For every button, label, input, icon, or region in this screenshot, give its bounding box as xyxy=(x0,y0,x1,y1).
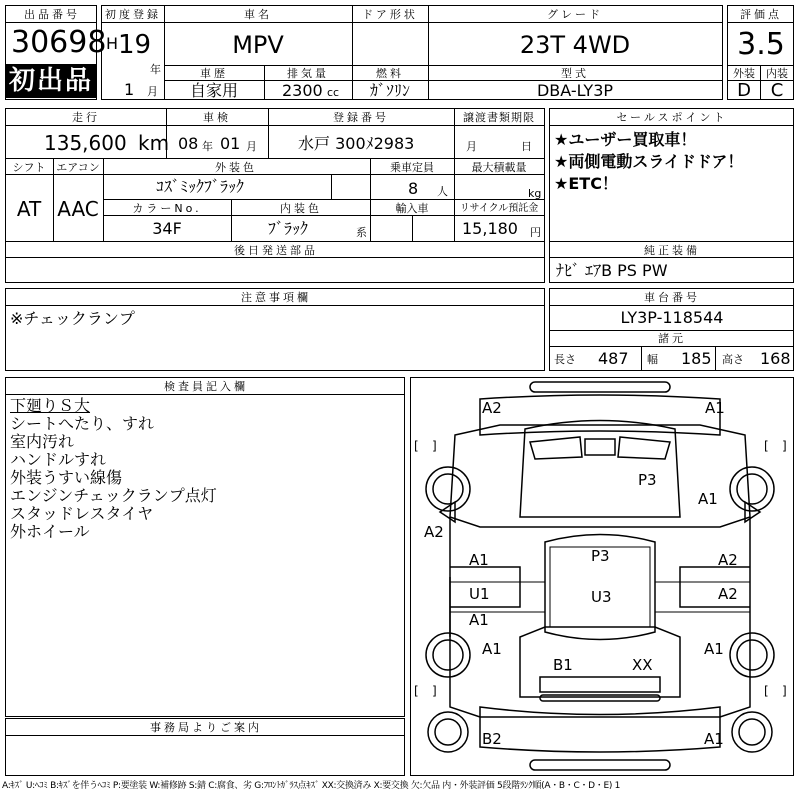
damage-mark-rear-right-corner: A1 xyxy=(704,730,724,748)
reg-no-value: 水戸 300ﾒ2983 xyxy=(298,134,415,153)
interior-grade-value: C xyxy=(770,80,784,101)
inspector-line-5: 外装うすい線傷 xyxy=(10,468,123,487)
score-box xyxy=(727,5,794,100)
damage-mark-rear-roof: U3 xyxy=(591,588,612,606)
damage-mark-trunk-right: XX xyxy=(632,656,653,674)
damage-mark-front-right-corner: A1 xyxy=(705,399,725,417)
damage-mark-rear-left-corner: B2 xyxy=(482,730,502,748)
inspection-label: 車検 xyxy=(203,111,231,124)
inspector-line-7: スタッドレスタイヤ xyxy=(10,504,154,523)
damage-mark-left-front-door: A1 xyxy=(469,551,489,569)
displacement-label: 排気量 xyxy=(287,67,329,80)
chassis-box xyxy=(549,288,794,371)
damage-mark-hood: P3 xyxy=(638,471,657,489)
mileage-value: 135,600 xyxy=(44,131,127,155)
capacity-unit: 人 xyxy=(437,185,448,198)
chassis-label: 車台番号 xyxy=(644,291,700,304)
damage-mark-roof: P3 xyxy=(591,547,610,565)
damage-mark-right-rear-fender: A1 xyxy=(704,640,724,658)
score-value: 3.5 xyxy=(737,27,785,62)
reg-month: 1 xyxy=(124,80,135,99)
capacity-label: 乗車定員 xyxy=(390,161,434,174)
svg-text:]: ] xyxy=(782,439,787,453)
month-unit: 月 xyxy=(147,85,158,98)
inspector-line-3: 室内汚れ xyxy=(10,432,75,451)
later-parts-label: 後日発送部品 xyxy=(234,244,318,257)
aircon-label: エアコン xyxy=(56,161,100,174)
year-unit: 年 xyxy=(150,63,161,76)
mileage-label: 走行 xyxy=(72,111,100,124)
max-load-label: 最大積載量 xyxy=(471,161,527,174)
inspection-year: 08 xyxy=(178,134,199,153)
svg-text:]: ] xyxy=(432,684,437,698)
sales-point-1: ★ユーザー買取車！ xyxy=(554,130,697,149)
damage-mark-front-left-corner: A2 xyxy=(482,399,502,417)
inspection-month: 01 xyxy=(220,134,241,153)
office-label: 事務局よりご案内 xyxy=(150,721,262,734)
inspector-line-6: エンジンチェックランプ点灯 xyxy=(10,486,217,505)
recycle-label: リサイクル預託金 xyxy=(459,203,539,214)
capacity-value: 8 xyxy=(408,179,419,198)
displacement-value: 2300 xyxy=(282,81,323,100)
exterior-grade-label: 外装 xyxy=(733,67,755,80)
svg-text:]: ] xyxy=(782,684,787,698)
wheels xyxy=(426,467,774,752)
height-value: 168 xyxy=(760,349,791,368)
fuel-label: 燃料 xyxy=(376,67,404,80)
inspector-box xyxy=(5,377,405,717)
first-listing-badge: 初出品 xyxy=(6,64,96,98)
inspector-line-8: 外ホイール xyxy=(10,522,90,541)
inspector-line-4: ハンドルすれ xyxy=(10,450,107,469)
fuel-value: ｶﾞｿﾘﾝ xyxy=(369,81,411,100)
chassis-value: LY3P-118544 xyxy=(620,308,724,327)
notes-value: ※チェックランプ xyxy=(10,309,135,328)
car-name-label: 車名 xyxy=(244,8,272,21)
int-color-value: ﾌﾞﾗｯｸ xyxy=(268,219,309,238)
reg-no-label: 登録番号 xyxy=(333,111,389,124)
history-value: 自家用 xyxy=(189,81,239,100)
inspection-month-unit: 月 xyxy=(246,140,257,153)
sales-points-box xyxy=(549,108,794,283)
lot-label: 出品番号 xyxy=(24,8,80,21)
color-no-value: 34F xyxy=(152,219,182,238)
damage-mark-left-rear-door: A1 xyxy=(469,611,489,629)
equipment-value: ﾅﾋﾞ ｴｱB PS PW xyxy=(556,261,668,280)
era: H xyxy=(106,34,119,53)
length-label: 長さ xyxy=(554,353,576,366)
svg-text:[: [ xyxy=(414,439,419,453)
displacement-unit: cc xyxy=(327,86,340,99)
int-color-unit: 系 xyxy=(356,226,367,239)
damage-mark-right-front-door: A2 xyxy=(718,551,738,569)
transfer-label: 譲渡書類期限 xyxy=(463,111,535,124)
max-load-unit: kg xyxy=(528,187,542,200)
header-grid xyxy=(101,5,723,100)
width-value: 185 xyxy=(681,349,712,368)
history-label: 車歴 xyxy=(200,67,228,80)
svg-text:[: [ xyxy=(414,684,419,698)
score-label: 評価点 xyxy=(740,8,782,21)
legend: A:ｷｽﾞ U:ﾍｺﾐ B:ｷｽﾞを伴うﾍｺﾐ P:要塗装 W:補修跡 S:錆 C:腐食、劣 G:ﾌﾛﾝﾄｶﾞﾗｽ点ｷｽﾞ XX:交換済み X:要交換 欠:欠品 内・外装評価 5段階ﾗﾝｸ順(A・B・C・D・E) 1 xyxy=(2,781,621,791)
svg-text:]: ] xyxy=(432,439,437,453)
inspection-year-unit: 年 xyxy=(202,140,213,153)
equipment-label: 純正装備 xyxy=(644,244,700,257)
office-box xyxy=(5,718,405,776)
aircon-value: AAC xyxy=(57,197,99,221)
notes-box xyxy=(5,288,545,371)
transfer-day-unit: 日 xyxy=(521,140,532,153)
sales-point-3: ★ETC！ xyxy=(554,174,618,193)
inspector-label: 検査員記入欄 xyxy=(164,380,248,393)
dims-label: 諸元 xyxy=(658,332,686,345)
int-color-label: 内装色 xyxy=(280,202,322,215)
damage-mark-left-rear-fender: A1 xyxy=(482,640,502,658)
inspector-line-2: シートへたり、すれ xyxy=(10,414,155,433)
notes-label: 注意事項欄 xyxy=(241,291,311,304)
model-code-label: 型式 xyxy=(561,67,589,80)
first-reg-label: 初度登録 xyxy=(105,8,161,21)
svg-text:[: [ xyxy=(764,439,769,453)
color-no-label: カラーNo. xyxy=(132,202,202,215)
car-outline xyxy=(440,382,760,770)
svg-text:[: [ xyxy=(764,684,769,698)
car-damage-diagram xyxy=(410,377,794,777)
shift-value: AT xyxy=(16,197,42,221)
shift-label: シフト xyxy=(12,161,46,174)
model-code-value: DBA-LY3P xyxy=(536,81,614,100)
sales-points-label: セールスポイント xyxy=(616,111,728,124)
car-name: MPV xyxy=(232,31,284,59)
import-label: 輸入車 xyxy=(395,202,429,215)
grade-label: グレード xyxy=(547,8,603,21)
damage-mark-right-front-fender: A1 xyxy=(698,490,718,508)
exterior-grade-value: D xyxy=(737,80,751,101)
length-value: 487 xyxy=(598,349,629,368)
ext-color-label: 外装色 xyxy=(215,161,257,174)
mileage-unit: km xyxy=(138,131,170,155)
grade-value: 23T 4WD xyxy=(519,31,631,59)
door-label: ドア形状 xyxy=(362,8,418,21)
lot-number: 30698 xyxy=(11,25,107,60)
details-grid xyxy=(5,108,545,283)
transfer-month-unit: 月 xyxy=(466,140,477,153)
interior-grade-label: 内装 xyxy=(766,67,788,80)
damage-mark-trunk-left: B1 xyxy=(553,656,573,674)
reg-year: 19 xyxy=(118,30,152,60)
recycle-unit: 円 xyxy=(530,226,541,239)
damage-mark-left-sill: U1 xyxy=(469,585,490,603)
recycle-value: 15,180 xyxy=(462,219,518,238)
width-label: 幅 xyxy=(647,353,658,366)
inspector-line-1: 下廻りＳ大 xyxy=(10,396,91,415)
ext-color-value: ｺｽﾞﾐｯｸﾌﾞﾗｯｸ xyxy=(156,177,245,196)
damage-mark-left-front-fender: A2 xyxy=(424,523,444,541)
height-label: 高さ xyxy=(722,353,744,366)
damage-mark-right-rear-door: A2 xyxy=(718,585,738,603)
sales-point-2: ★両側電動スライドドア！ xyxy=(554,152,744,171)
